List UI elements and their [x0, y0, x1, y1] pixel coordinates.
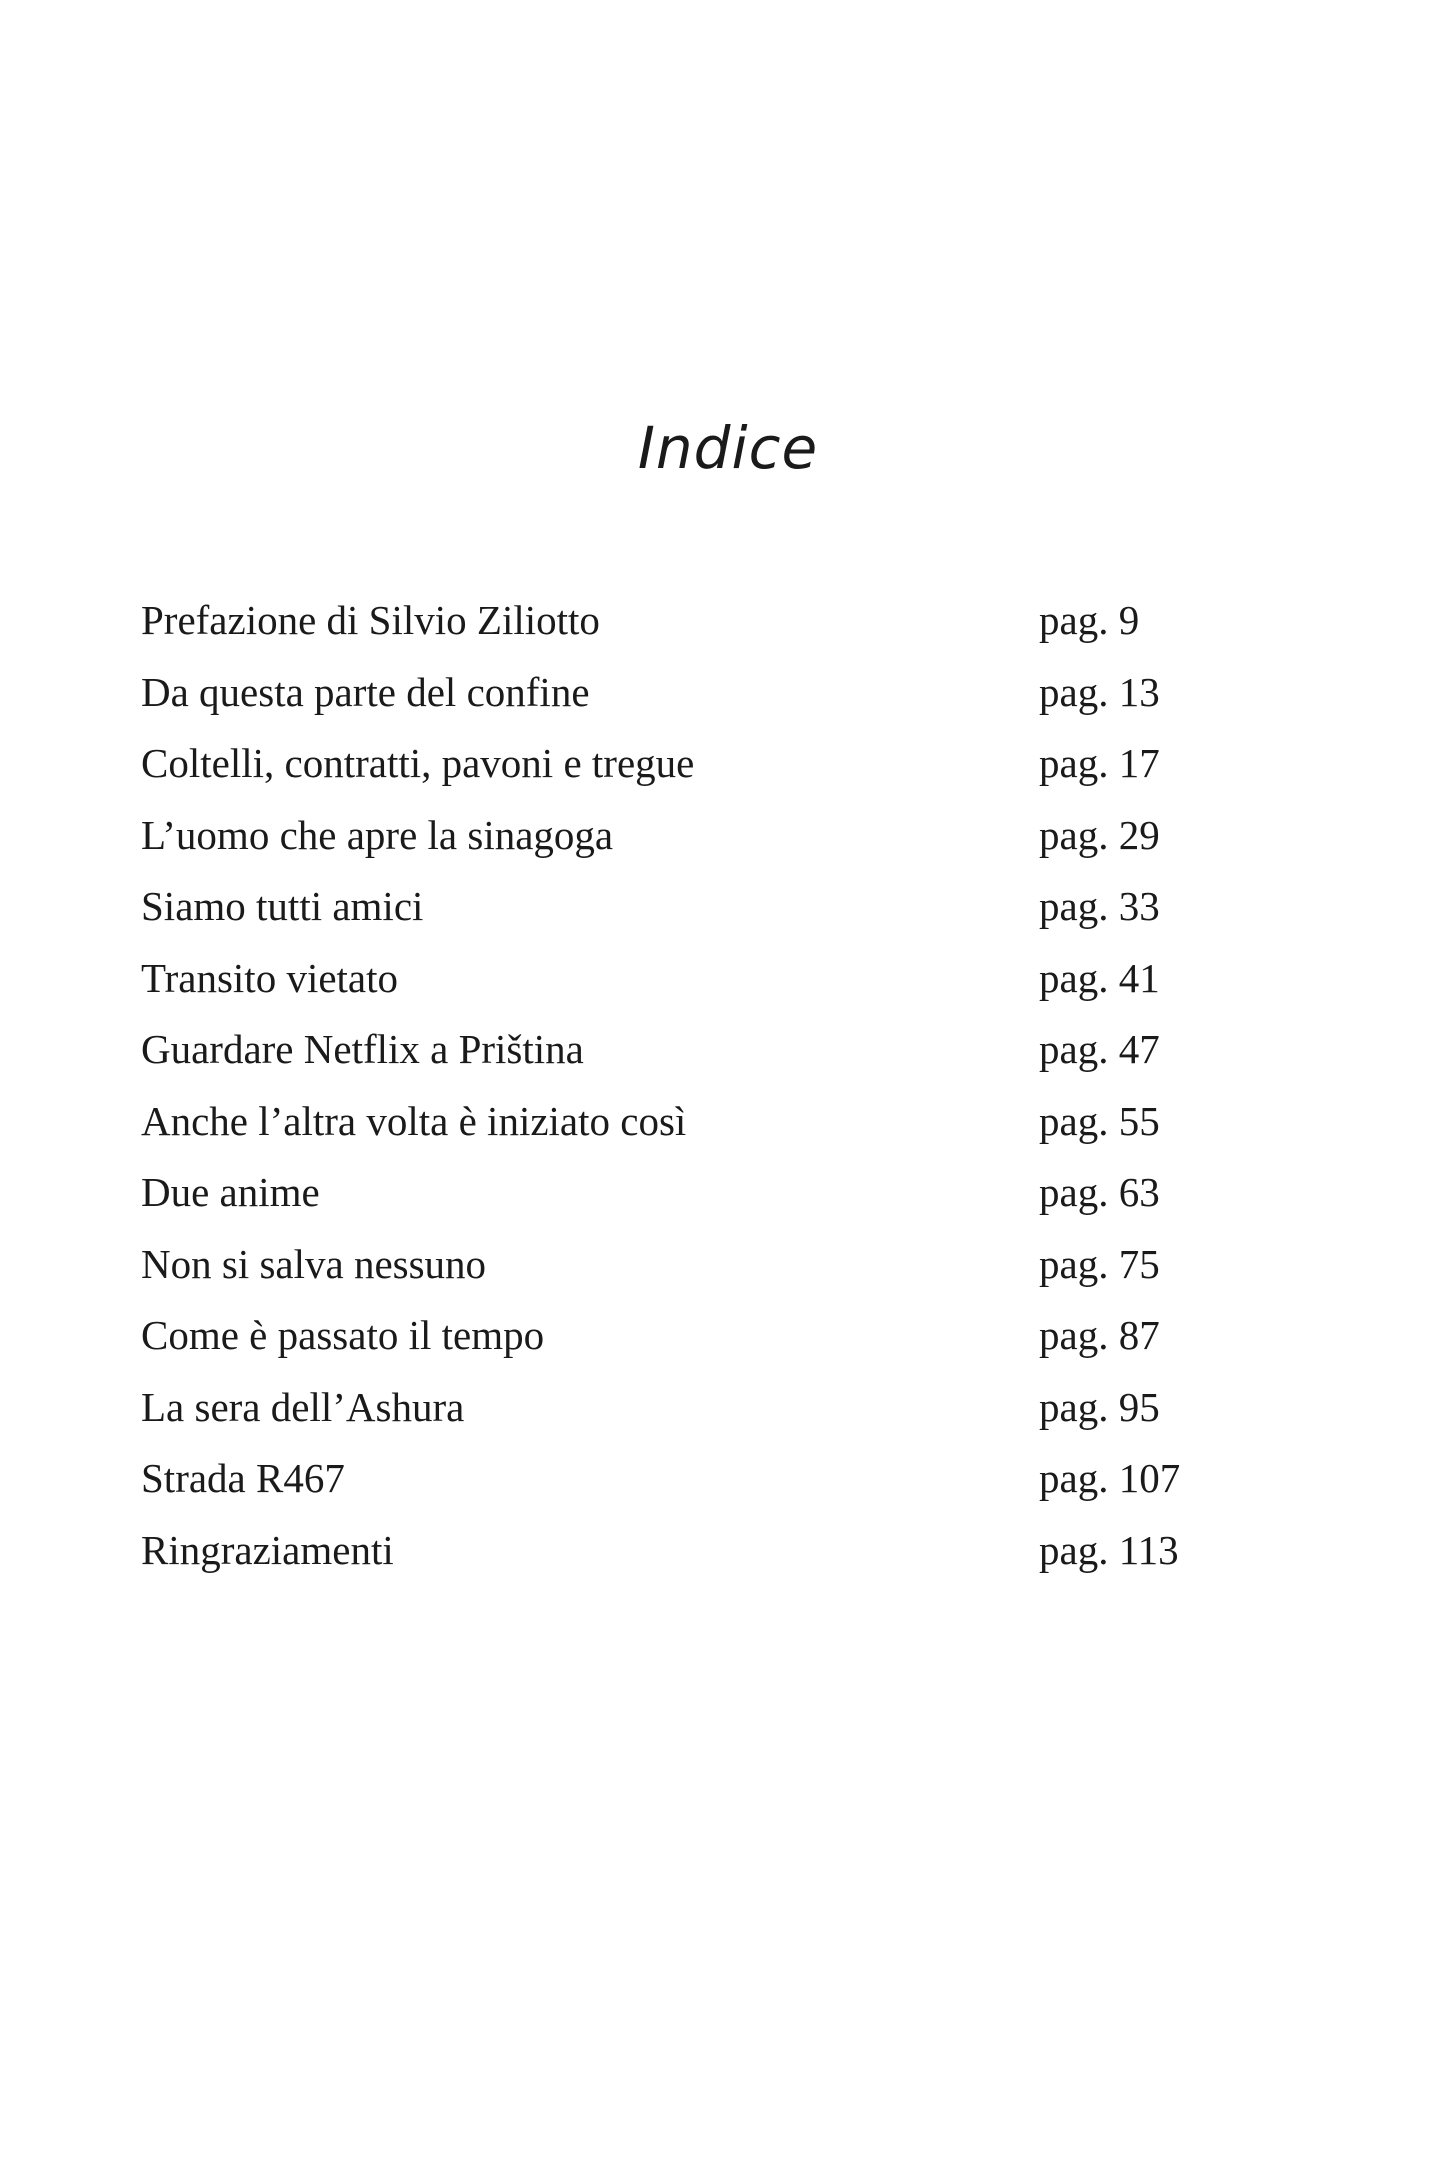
toc-entry-page: pag. 33 [1039, 883, 1160, 929]
toc-entry-title: Due anime [141, 1169, 320, 1215]
toc-entry-title: Come è passato il tempo [141, 1312, 545, 1358]
toc-entry-page: pag. 9 [1039, 597, 1140, 643]
toc-entry [141, 1372, 1341, 1444]
toc-entry-title: Guardare Netflix a Priština [141, 1026, 584, 1072]
toc-entry-page: pag. 55 [1039, 1097, 1160, 1144]
toc-entry-title: L’uomo che apre la sinagoga [141, 811, 614, 858]
toc-entry [141, 1515, 1341, 1587]
toc-entry-title: Siamo tutti amici [141, 883, 424, 929]
toc-entry-page: pag. 87 [1039, 1312, 1160, 1358]
toc-entry [141, 585, 1341, 657]
toc-entry-title: Ringraziamenti [141, 1526, 394, 1573]
toc-entry-title: La sera dell’Ashura [141, 1383, 465, 1430]
toc-entry [141, 1229, 1341, 1301]
page-title: Indice [637, 414, 819, 482]
toc-entry-page: pag. 107 [1039, 1455, 1181, 1501]
toc-entry-title: Coltelli, contratti, pavoni e tregue [141, 740, 695, 786]
toc-entry-page: pag. 13 [1039, 668, 1160, 715]
toc-entry-page: pag. 113 [1039, 1526, 1179, 1573]
toc-entry-title: Transito vietato [141, 954, 399, 1001]
toc-entry [141, 871, 1341, 943]
toc-entry-page: pag. 47 [1039, 1026, 1160, 1072]
toc-entry [141, 728, 1341, 800]
toc-entry [141, 1014, 1341, 1086]
toc-entry-page: pag. 29 [1039, 811, 1160, 858]
toc-entry [141, 943, 1341, 1015]
toc-entry [141, 657, 1341, 729]
toc-entry [141, 800, 1341, 872]
toc-entry-title: Anche l’altra volta è iniziato così [141, 1097, 687, 1144]
toc-entry-title: Da questa parte del confine [141, 668, 590, 715]
toc-entry-title: Prefazione di Silvio Ziliotto [141, 597, 600, 643]
toc-entry-page: pag. 17 [1039, 740, 1160, 786]
toc-entry-page: pag. 41 [1039, 954, 1160, 1001]
toc-entry-page: pag. 75 [1039, 1240, 1160, 1287]
toc-entry-page: pag. 95 [1039, 1383, 1160, 1430]
toc-entry-page: pag. 63 [1039, 1169, 1160, 1215]
toc-entry-title: Non si salva nessuno [141, 1240, 487, 1287]
toc-entry [141, 1157, 1341, 1229]
toc-entry-title: Strada R467 [141, 1455, 345, 1501]
toc-entry [141, 1300, 1341, 1372]
toc-entry [141, 1443, 1341, 1515]
toc-entry [141, 1086, 1341, 1158]
table-of-contents [141, 585, 1341, 1586]
